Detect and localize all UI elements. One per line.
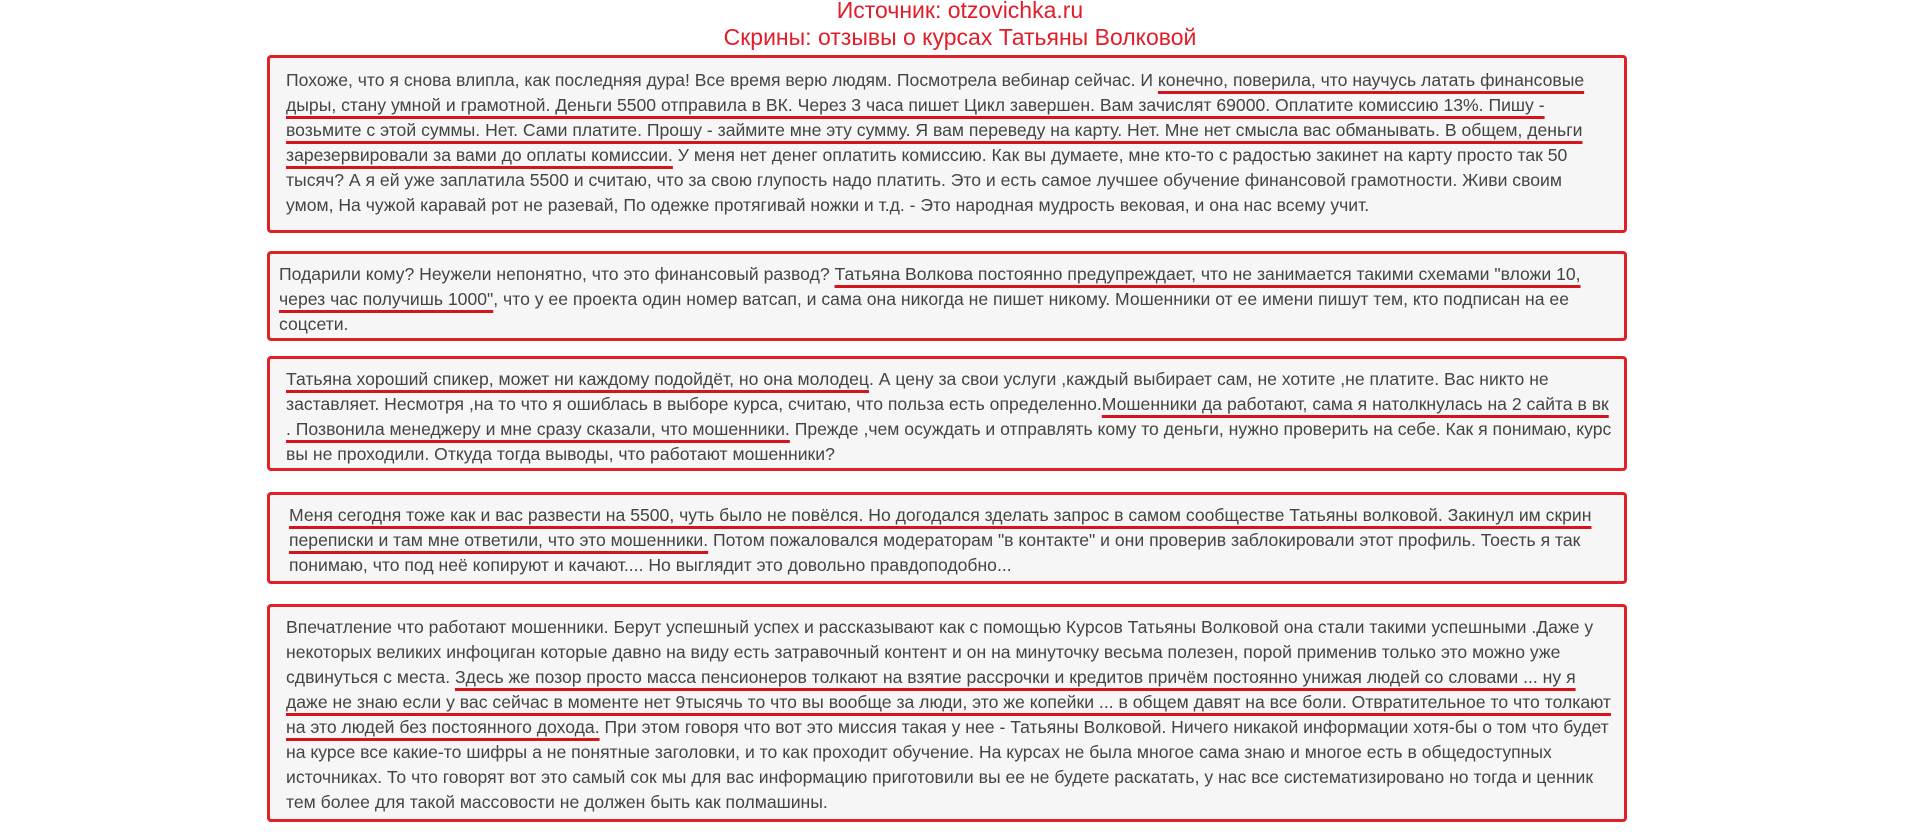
review-text <box>279 262 1612 337</box>
review-segment: У меня нет денег оплатить комиссию. Как вы думаете, мне кто-то с радостью закинет на карту просто так 50 тысяч? А я ей уже заплатила 5500 и считаю, что за свою глупость надо платить. Это и есть самое лучшее обучение финансовой грамотности. Живи своим умом, На чужой каравай рот не разевай, По одежке протягивай ножки и т.д. - Это народная мудрость вековая, и она нас всему учит. <box>286 145 1568 215</box>
review-card-5 <box>267 604 1627 822</box>
highlighted-segment: Мошенники да работают, сама я натолкнулась на 2 сайта в вк . Позвонила менеджеру и мне сразу сказали, что мошенники. <box>286 394 1609 439</box>
highlighted-segment: конечно, поверила, что научусь латать финансовые дыры, стану умной и грамотной. Деньги 5500 отправила в ВК. Через 3 часа пишет Цикл завершен. Вам зачислят 69000. Оплатите комиссию 13%. Пишу - возьмите с этой суммы. Нет. Сами платите. Прошу - займите мне эту сумму. Я вам переведу на карту. Нет. Мне нет смысла вас обманывать. В общем, деньги зарезервировали за вами до оплаты комиссии. <box>286 70 1585 165</box>
review-text <box>286 68 1612 218</box>
review-card-4 <box>267 492 1627 584</box>
review-segment: Подарили кому? Неужели непонятно, что это финансовый развод? <box>279 264 835 284</box>
review-segment: Похоже, что я снова влипла, как последняя дура! Все время верю людям. Посмотрела вебинар сейчас. И <box>286 70 1158 90</box>
review-text <box>286 367 1612 467</box>
review-card-2 <box>267 251 1627 341</box>
highlighted-segment: Меня сегодня тоже как и вас развести на 5500, чуть было не повёлся. Но догодался зделать запрос в самом сообществе Татьяны волковой. Закинул им скрин переписки и там мне ответили, что это мошенники. <box>289 505 1592 550</box>
highlighted-segment: Татьяна хороший спикер, может ни каждому подойдёт, но она молодец <box>286 369 869 389</box>
review-card-3 <box>267 356 1627 471</box>
review-segment: Прежде ,чем осуждать и отправлять кому то деньги, нужно проверить на себе. Как я понимаю, курс вы не проходили. Откуда тогда выводы, что работают мошенники? <box>286 419 1612 464</box>
page-header <box>0 0 1920 51</box>
review-segment: Потом пожаловался модераторам "в контакте" и они проверив заблокировали этот профиль. Тоесть я так понимаю, что под неё копируют и качают.... Но выглядит это довольно правдоподобно... <box>289 530 1581 575</box>
review-segment: Впечатление что работают мошенники. Берут успешный успех и рассказывают как с помощью Курсов Татьяны Волковой она стали такими успешными .Даже у некоторых великих инфоциган которые давно на виду есть затравочный контент и он на минуточку весьма полезен, порой применив только это можно уже сдвинуться с места. <box>286 617 1594 687</box>
page-subtitle: Скрины: отзывы о курсах Татьяны Волковой <box>723 24 1197 50</box>
review-card-1 <box>267 55 1627 233</box>
review-segment: , что у ее проекта один номер ватсап, и сама она никогда не пишет никому. Мошенники от ее имени пишут тем, кто подписан на ее соцсети. <box>279 289 1569 334</box>
review-text <box>286 615 1612 815</box>
review-text <box>289 503 1612 578</box>
source-title: Источник: otzovichka.ru <box>836 0 1084 23</box>
highlighted-segment: Татьяна Волкова постоянно предупреждает, что не занимается такими схемами "вложи 10, через час получишь 1000" <box>279 264 1581 309</box>
review-segment: . А цену за свои услуги ,каждый выбирает сам, не хотите ,не платите. Вас никто не заставляет. Несмотря ,на то что я ошиблась в выборе курса, считаю, что польза есть определенно. <box>286 369 1549 414</box>
review-segment: При этом говоря что вот это миссия такая у нее - Татьяны Волковой. Ничего никакой информации хотя-бы о том что будет на курсе все какие-то шифры а не понятные заголовки, и то как проходит обучение. На курсах не была многое сама знаю и многое есть в общедоступных источниках. То что говорят вот это самый сок мы для вас информацию приготовили вы ее не будете раскатать, у нас все систематизировано но тогда и ценник тем более для такой массовости не должен быть как полмашины. <box>286 717 1609 812</box>
highlighted-segment: Здесь же позор просто масса пенсионеров толкают на взятие рассрочки и кредитов причём постоянно унижая людей со словами ... ну я даже не знаю если у вас сейчас в моменте нет 9тысячь то что вы вообще за люди, это же копейки ... в общем давят на все боли. Отвратительное то что толкают на это людей без постоянного дохода. <box>286 667 1611 737</box>
